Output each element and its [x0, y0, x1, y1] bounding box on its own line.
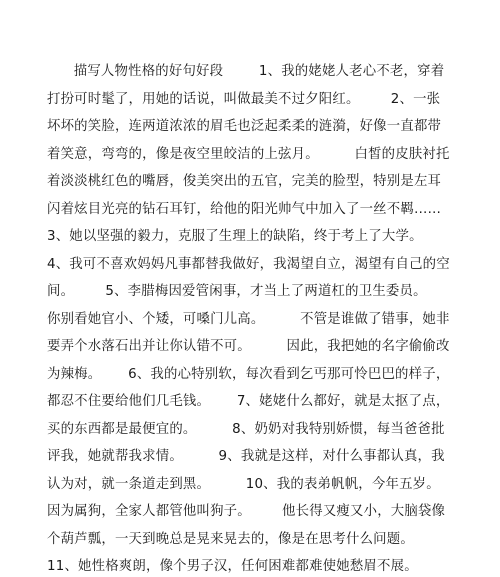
- text-line: 间。 5、李腊梅因爱管闲事，才当上了两道杠的卫生委员。: [47, 284, 427, 299]
- text-line: 都忍不住要给他们几毛钱。 7、姥姥什么都好，就是太抠了点，: [47, 394, 450, 409]
- text-line: 买的东西都是最便宜的。 8、奶奶对我特别娇惯，每当爸爸批: [47, 421, 445, 437]
- text-line: 闪着炫目光亮的钻石耳钉，给他的阳光帅气中加入了一丝不羁……: [47, 201, 442, 217]
- text-line: 3、她以坚强的毅力，克服了生理上的缺陷，终于考上了大学。: [47, 229, 423, 244]
- text-line: 着笑意，弯弯的，像是夜空里皎洁的上弦月。 白皙的皮肤衬托: [47, 146, 450, 162]
- text-line: 着淡淡桃红色的嘴唇，俊美突出的五官，完美的脸型，特别是左耳: [47, 174, 442, 189]
- text-line: 打扮可时髦了，用她的话说，叫做最美不过夕阳红。 2、一张: [47, 91, 441, 107]
- text-line: 11、她性格爽朗，像个男子汉，任何困难都难使她愁眉不展。: [47, 559, 418, 574]
- text-line: 评我，她就帮我求情。 9、我就是这样，对什么事都认真，我: [47, 449, 445, 464]
- text-line: 描写人物性格的好句好段 1、我的姥姥人老心不老，穿着: [47, 64, 445, 79]
- text-line: 你别看她官小、个矮，可嗓门儿高。 不管是谁做了错事，她非: [47, 311, 450, 327]
- text-line: 要弄个水落石出并让你认错不可。 因此，我把她的名字偷偷改: [47, 339, 450, 354]
- text-line: 认为对，就一条道走到黑。 10、我的表弟帆帆，今年五岁。: [47, 476, 440, 492]
- text-line: 个葫芦瓢，一天到晚总是晃来晃去的，像是在思考什么问题。: [47, 531, 414, 547]
- text-line: 4、我可不喜欢妈妈凡事都替我做好，我渴望自立，渴望有自己的空: [47, 256, 450, 272]
- text-line: 为辣梅。 6、我的心特别软，每次看到乞丐那可怜巴巴的样子，: [47, 366, 450, 382]
- text-line: 因为属狗，全家人都管他叫狗子。 他长得又瘦又小，大脑袋像: [47, 504, 446, 519]
- text-line: 坏坏的笑脸，连两道浓浓的眉毛也泛起柔柔的涟漪，好像一直都带: [47, 119, 442, 134]
